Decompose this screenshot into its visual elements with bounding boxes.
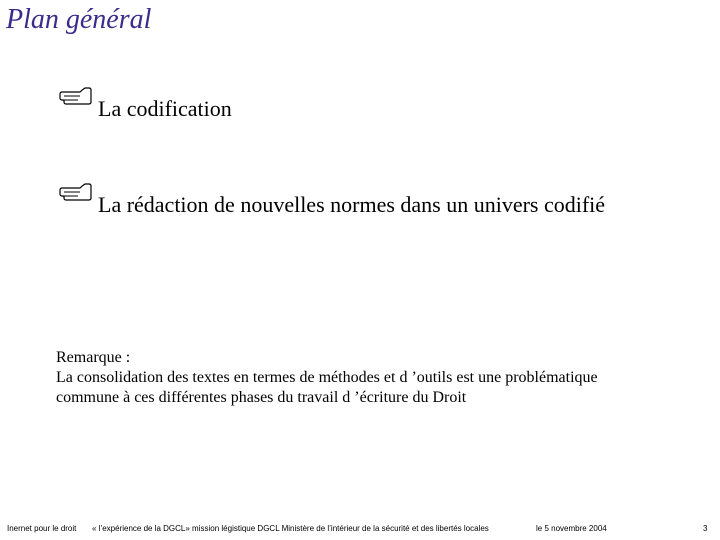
footer-middle: « l’expérience de la DGCL» mission légistique DGCL Ministère de l’intérieur de la sécurité et des libertés locales [92,524,489,533]
remark-block [56,348,598,408]
remark-line: commune à ces différentes phases du travail d ’écriture du Droit [56,389,467,406]
bullet-item [58,188,606,217]
slide-title: Plan général [6,4,152,35]
bullet-text: La codification [98,96,232,121]
page-number: 3 [703,524,708,533]
pointing-hand-icon [58,86,98,108]
pointing-hand-icon [58,182,98,204]
bullet-item [58,92,232,121]
remark-line: La consolidation des textes en termes de méthodes et d ’outils est une problématique [56,369,598,386]
remark-heading: Remarque : [56,349,131,366]
footer-left: Inernet pour le droit [7,524,77,533]
footer-date: le 5 novembre 2004 [536,524,607,533]
bullet-text: La rédaction de nouvelles normes dans un univers codifié [98,192,606,217]
